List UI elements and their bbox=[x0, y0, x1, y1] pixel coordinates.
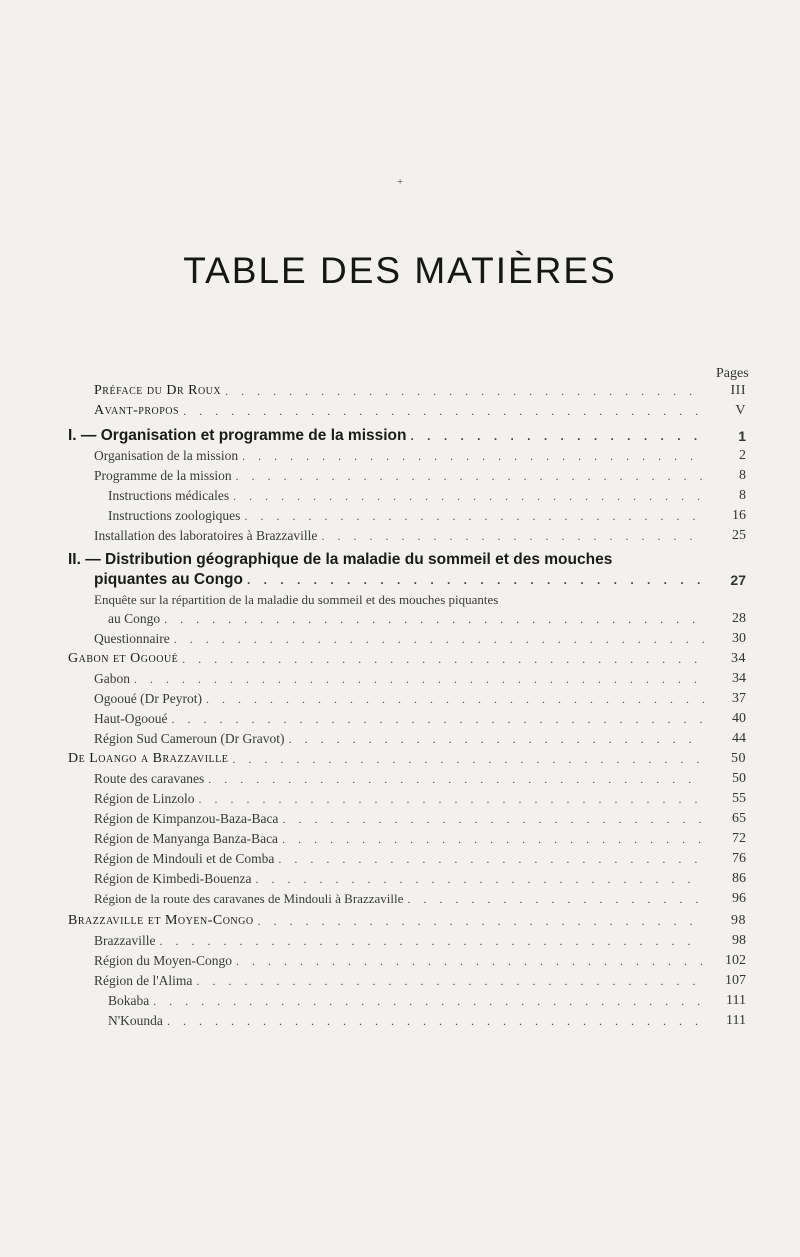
toc-label: De Loango a Brazzaville bbox=[68, 751, 229, 766]
dot-leader bbox=[247, 571, 704, 589]
toc-page: 34 bbox=[732, 671, 746, 686]
toc-entry-linzolo[interactable] bbox=[94, 790, 746, 808]
toc-label: Brazzaville bbox=[94, 933, 156, 948]
dot-leader bbox=[233, 487, 704, 505]
toc-label: piquantes au Congo bbox=[94, 571, 243, 588]
toc-entry-brazzaville-moyen-congo[interactable] bbox=[68, 912, 746, 930]
dot-leader bbox=[236, 952, 704, 970]
dot-leader bbox=[206, 690, 704, 708]
dot-leader bbox=[321, 527, 704, 545]
toc-label: Région Sud Cameroun (Dr Gravot) bbox=[94, 731, 285, 746]
toc-entry-avant-propos[interactable] bbox=[94, 402, 746, 420]
toc-page: 107 bbox=[725, 973, 746, 988]
toc-page: 98 bbox=[732, 933, 746, 948]
toc-entry-organisation[interactable] bbox=[94, 447, 746, 465]
toc-label: au Congo bbox=[108, 611, 161, 626]
toc-entry-bokaba[interactable] bbox=[108, 992, 746, 1010]
dot-leader bbox=[411, 427, 705, 445]
toc-entry-moyen-congo[interactable] bbox=[94, 952, 746, 970]
toc-page: 1 bbox=[738, 428, 746, 444]
toc-page: 72 bbox=[732, 831, 746, 846]
toc-page: 2 bbox=[739, 448, 746, 463]
dot-leader bbox=[182, 650, 704, 668]
toc-entry-part-2[interactable] bbox=[94, 571, 746, 589]
dot-leader bbox=[242, 447, 704, 465]
toc-label: Préface du Dr Roux bbox=[94, 383, 222, 398]
toc-entry-brazzaville[interactable] bbox=[94, 932, 746, 950]
toc-page: 76 bbox=[732, 851, 746, 866]
dot-leader bbox=[164, 610, 704, 628]
toc-page: III bbox=[730, 383, 746, 398]
dot-leader bbox=[196, 972, 704, 990]
dot-leader bbox=[153, 992, 704, 1010]
toc-entry-cameroun[interactable] bbox=[94, 730, 746, 748]
toc-page: 8 bbox=[739, 488, 746, 503]
toc-page: V bbox=[735, 403, 746, 418]
dot-leader bbox=[282, 810, 704, 828]
toc-entry-route[interactable] bbox=[94, 770, 746, 788]
toc-page: 16 bbox=[732, 508, 746, 523]
toc-label: Région du Moyen-Congo bbox=[94, 953, 232, 968]
toc-page: 111 bbox=[726, 993, 746, 1008]
dot-leader bbox=[244, 507, 704, 525]
toc-page: 86 bbox=[732, 871, 746, 886]
toc-label: Brazzaville et Moyen-Congo bbox=[68, 913, 254, 928]
dot-leader bbox=[255, 870, 704, 888]
dot-leader bbox=[134, 670, 704, 688]
toc-entry-ogooue[interactable] bbox=[94, 690, 746, 708]
toc-label: Haut-Ogooué bbox=[94, 711, 168, 726]
toc-label: Route des caravanes bbox=[94, 771, 205, 786]
toc-label: Région de Manyanga Banza-Baca bbox=[94, 831, 279, 846]
toc-label: Région de Linzolo bbox=[94, 791, 195, 806]
toc-entry-preface[interactable] bbox=[94, 382, 746, 400]
toc-label: Bokaba bbox=[108, 993, 150, 1008]
dot-leader bbox=[282, 830, 704, 848]
toc-label: Région de la route des caravanes de Mindouli à Brazzaville bbox=[94, 891, 404, 906]
toc-label: Instructions médicales bbox=[108, 488, 230, 503]
dot-leader bbox=[258, 912, 704, 930]
toc-entry-installation[interactable] bbox=[94, 527, 746, 545]
toc-page: 25 bbox=[732, 528, 746, 543]
dot-leader bbox=[167, 1012, 704, 1030]
toc-entry-manyanga[interactable] bbox=[94, 830, 746, 848]
toc-page: 8 bbox=[739, 468, 746, 483]
toc-page: 27 bbox=[730, 572, 746, 588]
toc-label: Région de l'Alima bbox=[94, 973, 193, 988]
toc-label: Région de Mindouli et de Comba bbox=[94, 851, 275, 866]
toc-page: 55 bbox=[732, 791, 746, 806]
dot-leader bbox=[236, 467, 704, 485]
toc-entry-kimpanzou[interactable] bbox=[94, 810, 746, 828]
toc-label: Gabon bbox=[94, 671, 130, 686]
toc-page: 40 bbox=[732, 711, 746, 726]
toc-page: 111 bbox=[726, 1013, 746, 1028]
dot-leader bbox=[232, 750, 704, 768]
toc-label: Instructions zoologiques bbox=[108, 508, 241, 523]
toc-page: 50 bbox=[732, 771, 746, 786]
toc-entry-nkounda[interactable] bbox=[108, 1012, 746, 1030]
dot-leader bbox=[407, 890, 704, 908]
toc-label: Organisation de la mission bbox=[94, 448, 239, 463]
toc-entry-programme[interactable] bbox=[94, 467, 746, 485]
toc-page: 34 bbox=[731, 651, 746, 666]
toc-label: Programme de la mission bbox=[94, 468, 232, 483]
toc-entry-part-2-line1[interactable]: II. — Distribution géographique de la maladie du sommeil et des mouches bbox=[68, 551, 613, 568]
dot-leader bbox=[288, 730, 704, 748]
toc-label: Région de Kimpanzou-Baza-Baca bbox=[94, 811, 279, 826]
toc-entry-instructions-medicales[interactable] bbox=[108, 487, 746, 505]
toc-page: 98 bbox=[731, 913, 746, 928]
toc-entry-haut-ogooue[interactable] bbox=[94, 710, 746, 728]
dot-leader bbox=[208, 770, 704, 788]
toc-label: Installation des laboratoires à Brazzaville bbox=[94, 528, 318, 543]
dot-leader bbox=[159, 932, 704, 950]
toc-label: Avant-propos bbox=[94, 403, 180, 418]
toc-entry-instructions-zoologiques[interactable] bbox=[108, 507, 746, 525]
toc-page: 28 bbox=[732, 611, 746, 626]
toc-entry-mindouli[interactable] bbox=[94, 850, 746, 868]
toc-label: Questionnaire bbox=[94, 631, 170, 646]
toc-entry-enquete[interactable] bbox=[108, 610, 746, 628]
toc-label: I. — Organisation et programme de la mission bbox=[68, 427, 407, 444]
toc-entry-part-1[interactable] bbox=[68, 427, 746, 445]
toc-page: 50 bbox=[731, 751, 746, 766]
toc-entry-alima[interactable] bbox=[94, 972, 746, 990]
toc-entry-gabon[interactable] bbox=[94, 670, 746, 688]
toc-entry-route-mindouli[interactable] bbox=[94, 890, 746, 908]
toc-label: Région de Kimbedi-Bouenza bbox=[94, 871, 252, 886]
toc-entry-gabon-ogooue[interactable] bbox=[68, 650, 746, 668]
toc-page: 65 bbox=[732, 811, 746, 826]
toc-entry-enquete-line1[interactable]: Enquête sur la répartition de la maladie du sommeil et des mouches piquantes bbox=[94, 592, 499, 607]
printer-mark: + bbox=[397, 176, 404, 188]
toc-label: Gabon et Ogooué bbox=[68, 651, 179, 666]
page-title: TABLE DES MATIÈRES bbox=[183, 250, 617, 291]
toc-entry-kimbedi[interactable] bbox=[94, 870, 746, 888]
pages-column-header: Pages bbox=[716, 366, 749, 381]
toc-page: 96 bbox=[732, 891, 746, 906]
dot-leader bbox=[225, 382, 704, 400]
dot-leader bbox=[198, 790, 704, 808]
toc-page: 102 bbox=[725, 953, 746, 968]
dot-leader bbox=[174, 630, 704, 648]
toc-label: N'Kounda bbox=[108, 1013, 163, 1028]
dot-leader bbox=[278, 850, 704, 868]
toc-page: 37 bbox=[732, 691, 746, 706]
dot-leader bbox=[183, 402, 704, 420]
toc-page: 44 bbox=[732, 731, 746, 746]
toc-label: Ogooué (Dr Peyrot) bbox=[94, 691, 202, 706]
dot-leader bbox=[171, 710, 704, 728]
toc-page: 30 bbox=[732, 631, 746, 646]
toc-entry-questionnaire[interactable] bbox=[94, 630, 746, 648]
toc-entry-loango[interactable] bbox=[68, 750, 746, 768]
